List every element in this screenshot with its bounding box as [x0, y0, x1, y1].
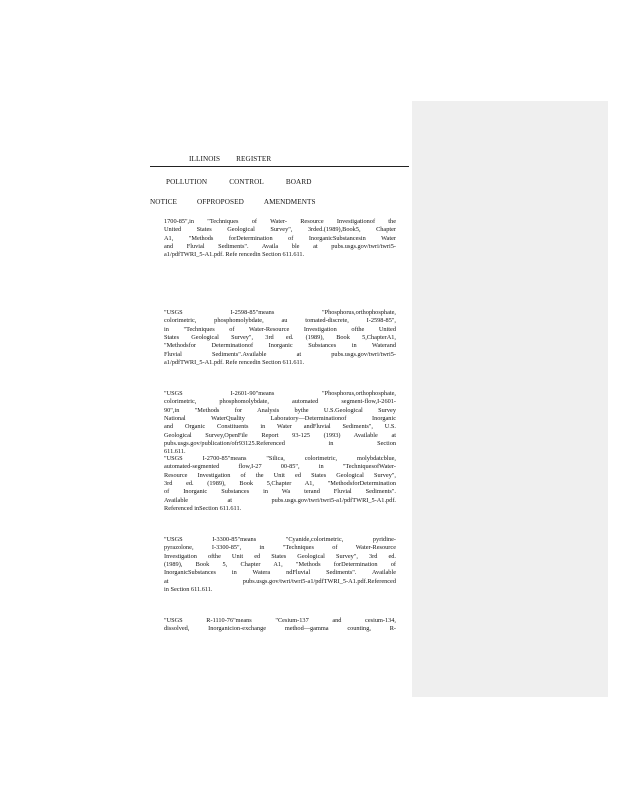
paragraph-line: Resource Investigation of the Unit ed States Geological Survey",: [164, 471, 396, 479]
agency-word: BOARD: [285, 178, 312, 186]
definition-paragraph: [164, 455, 396, 513]
paragraph-line: States Geological Survey", 3rd ed. (1989), Book 5,ChapterA1,: [164, 334, 396, 342]
definition-paragraph: [164, 536, 396, 594]
paragraph-line: at pubs.usgs.gov/twri/twri5-a1/pdfTWRI_5-A1.pdf.Referenced: [164, 577, 396, 585]
agency-word: CONTROL: [229, 178, 264, 186]
paragraph-line: "USGS R-1110-76"means "Cesium-137 and cesium-134,: [164, 617, 396, 624]
paragraph-line: in "Techniques of Water-Resource Investigation ofthe United: [164, 325, 396, 333]
paragraph-line: Investigation ofthe Unit ed States Geological Survey", 3rd ed.: [164, 552, 396, 560]
notice-word: NOTICE: [150, 198, 177, 206]
paragraph-line: InorganicSubstances in Watera ndFluvial Sediments". Available: [164, 569, 396, 577]
paragraph-line: "Methodsfor Determinationof Inorganic Substances in Waterand: [164, 342, 396, 350]
paragraph-line: a1/pdfTWRI_5-A1.pdf. Refe rencedin Section 611.611.: [164, 251, 305, 259]
paragraph-line: Referenced inSection 611.611.: [164, 505, 242, 513]
paragraph-line: of Inorganic Substances in Wa terand Fluvial Sediments".: [164, 488, 396, 496]
paragraph-line: Fluvial Sediments".Available at pubs.usgs.gov/twri/twri5-: [164, 350, 396, 358]
paragraph-line: "USGS I-3300-85"means "Cyanide,colorimetric, pyridine-: [164, 536, 396, 543]
paragraph-line: Available at pubs.usgs.gov/twri/twri5-a1/pdfTWRI_5-A1.pdf.: [164, 496, 396, 504]
paragraph-line: 611.611.: [164, 448, 186, 456]
paragraph-line: United States Geological Survey", 3rded.(1989),Book5, Chapter: [164, 226, 396, 234]
definition-paragraph: [164, 390, 396, 457]
paragraph-line: colorimetric, phosphomolybdate, au tomated-discrete, I-2598-85",: [164, 317, 396, 325]
definition-paragraph: [164, 617, 396, 634]
paragraph-line: and Fluvial Sediments". Availa ble at pubs.usgs.gov/twri/twri5-: [164, 243, 396, 251]
header-rule: [150, 166, 409, 167]
paragraph-line: 1700-85",in "Techniques of Water- Resource Investigationof the: [164, 218, 396, 225]
definition-paragraph: [164, 309, 396, 367]
paragraph-line: National WaterQuality Laboratory—Determinationof Inorganic: [164, 415, 396, 423]
paragraph-line: A1, "Methods forDetermination of InorganicSubstancesin Water: [164, 234, 396, 242]
paragraph-line: dissolved, Inorganicion-exchange method—gamma counting, R-: [164, 625, 396, 633]
paragraph-line: (1989), Book 5, Chapter A1, "Methods forDetermination of: [164, 561, 396, 569]
header-word: REGISTER: [236, 155, 272, 163]
paragraph-line: "USGS I-2601-90"means "Phosphorus,orthophosphate,: [164, 390, 396, 397]
agency-word: POLLUTION: [166, 178, 208, 186]
notice-heading: [150, 198, 316, 206]
paragraph-line: a1/pdfTWRI_5-A1.pdf. Refe rencedin Section 611.611.: [164, 359, 305, 367]
notice-word: AMENDMENTS: [263, 198, 316, 206]
header-word: ILLINOIS: [189, 155, 221, 163]
paragraph-line: "USGS I-2598-85"means "Phosphorus,orthophosphate,: [164, 309, 396, 316]
paragraph-line: pyrazolone, I-3300-85", in "Techniques of Water-Resource: [164, 544, 396, 552]
paragraph-line: 90",in "Methods for Analysis bythe U.S.Geological Survey: [164, 406, 396, 414]
paragraph-line: pubs.usgs.gov/publication/ofr93125.Referenced in Section: [164, 440, 396, 448]
paragraph-line: automated-segmented flow,I-27 00-85", in "TechniquesofWater-: [164, 463, 396, 471]
definition-paragraph: [164, 218, 396, 260]
running-header: [189, 155, 271, 163]
paragraph-line: 3rd ed. (1989), Book 5,Chapter A1, "MethodsforDetermination: [164, 480, 396, 488]
comment-margin-pane: [412, 101, 608, 697]
agency-heading: [166, 178, 312, 186]
paragraph-line: Geological Survey,OpenFile Report 93-125 (1993) Available at: [164, 431, 396, 439]
paragraph-line: "USGS I-2700-85"means "Silica, colorimetric, molybdatcblue,: [164, 455, 396, 462]
notice-word: OFPROPOSED: [196, 198, 244, 206]
paragraph-line: in Section 611.611.: [164, 586, 213, 594]
paragraph-line: colorimetric, phosphomolybdate, automated segment-flow,I-2601-: [164, 398, 396, 406]
paragraph-line: and Organic Constituents in Water andFluvial Sediments", U.S.: [164, 423, 396, 431]
